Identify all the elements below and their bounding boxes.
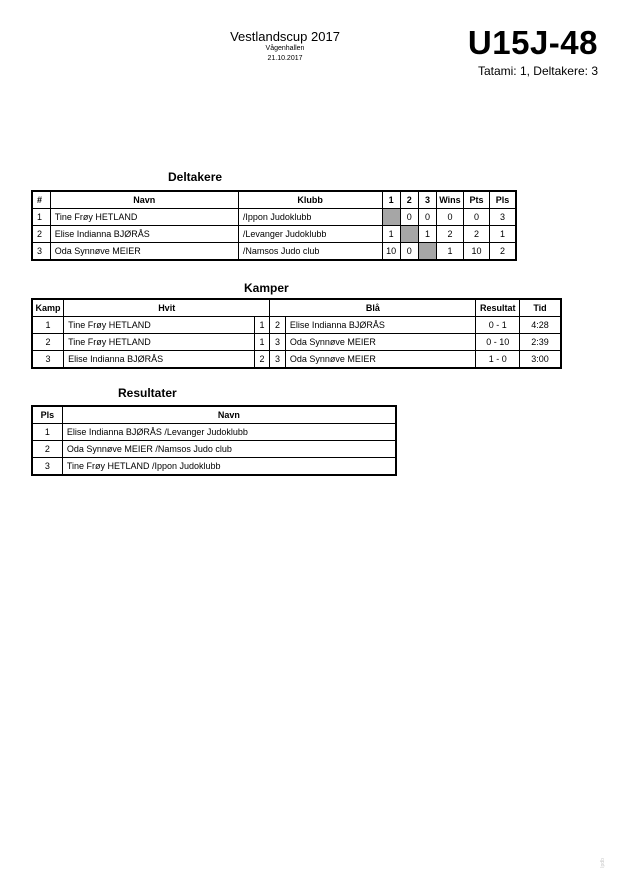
cell-hvit-nr: 2 bbox=[254, 351, 270, 369]
cell-resultat: 0 - 10 bbox=[476, 334, 520, 351]
cell-pts: 2 bbox=[463, 226, 489, 243]
cell-navn: Oda Synnøve MEIER bbox=[50, 243, 238, 261]
deltakere-table bbox=[31, 190, 517, 261]
cell-wins: 2 bbox=[437, 226, 464, 243]
cell-kamp: 2 bbox=[32, 334, 64, 351]
table-row bbox=[32, 424, 396, 441]
col-pts: Pts bbox=[463, 191, 489, 209]
kamper-table bbox=[31, 298, 562, 369]
cell-bla: Elise Indianna BJØRÅS bbox=[285, 317, 476, 334]
cell-score: 1 bbox=[382, 226, 400, 243]
category-title: U15J-48 bbox=[467, 24, 598, 61]
cell-hvit: Tine Frøy HETLAND bbox=[64, 334, 255, 351]
table-row bbox=[32, 458, 396, 476]
cell-score: 10 bbox=[382, 243, 400, 261]
cell-pls: 3 bbox=[32, 458, 62, 476]
cell-klubb: /Ippon Judoklubb bbox=[238, 209, 382, 226]
cell-pls: 1 bbox=[32, 424, 62, 441]
col-resultat: Resultat bbox=[476, 299, 520, 317]
kamper-title: Kamper bbox=[244, 281, 289, 295]
col-navn: Navn bbox=[50, 191, 238, 209]
table-row bbox=[32, 441, 396, 458]
resultater-header-row bbox=[32, 406, 396, 424]
table-row bbox=[32, 243, 516, 261]
cell-hvit: Tine Frøy HETLAND bbox=[64, 317, 255, 334]
cell-tid: 2:39 bbox=[520, 334, 562, 351]
col-kamp: Kamp bbox=[32, 299, 64, 317]
cell-bla: Oda Synnøve MEIER bbox=[285, 351, 476, 369]
col-pls: Pls bbox=[32, 406, 62, 424]
cell-nr: 1 bbox=[32, 209, 50, 226]
col-navn: Navn bbox=[62, 406, 396, 424]
footer-mark: Ipdb bbox=[600, 858, 607, 868]
cell-navn: Tine Frøy HETLAND bbox=[50, 209, 238, 226]
col-wins: Wins bbox=[437, 191, 464, 209]
deltakere-header-row bbox=[32, 191, 516, 209]
kamper-header-row bbox=[32, 299, 561, 317]
cell-score: 1 bbox=[418, 226, 436, 243]
cell-wins: 0 bbox=[437, 209, 464, 226]
table-row bbox=[32, 317, 561, 334]
cell-nr: 2 bbox=[32, 226, 50, 243]
event-title: Vestlandscup 2017 bbox=[230, 29, 340, 44]
cell-hvit-nr: 1 bbox=[254, 317, 270, 334]
tatami-info: Tatami: 1, Deltakere: 3 bbox=[477, 64, 598, 78]
resultater-table bbox=[31, 405, 397, 476]
col-hvit: Hvit bbox=[64, 299, 270, 317]
cell-tid: 4:28 bbox=[520, 317, 562, 334]
cell-bla-nr: 3 bbox=[270, 351, 286, 369]
cell-bla: Oda Synnøve MEIER bbox=[285, 334, 476, 351]
cell-pls: 1 bbox=[490, 226, 516, 243]
col-bla: Blå bbox=[270, 299, 476, 317]
cell-pls: 2 bbox=[32, 441, 62, 458]
cell-pls: 3 bbox=[490, 209, 516, 226]
cell-resultat: 1 - 0 bbox=[476, 351, 520, 369]
col-score-2: 2 bbox=[400, 191, 418, 209]
cell-nr: 3 bbox=[32, 243, 50, 261]
cell-kamp: 3 bbox=[32, 351, 64, 369]
cell-klubb: /Namsos Judo club bbox=[238, 243, 382, 261]
cell-bla-nr: 2 bbox=[270, 317, 286, 334]
col-score-1: 1 bbox=[382, 191, 400, 209]
cell-resultat: 0 - 1 bbox=[476, 317, 520, 334]
table-row bbox=[32, 226, 516, 243]
col-score-3: 3 bbox=[418, 191, 436, 209]
venue: Vågenhallen bbox=[265, 45, 305, 52]
cell-tid: 3:00 bbox=[520, 351, 562, 369]
table-row bbox=[32, 334, 561, 351]
cell-hvit: Elise Indianna BJØRÅS bbox=[64, 351, 255, 369]
cell-kamp: 1 bbox=[32, 317, 64, 334]
deltakere-title: Deltakere bbox=[168, 170, 223, 184]
cell-score: 0 bbox=[418, 209, 436, 226]
cell-score: 0 bbox=[400, 243, 418, 261]
col-tid: Tid bbox=[520, 299, 562, 317]
cell-pts: 10 bbox=[463, 243, 489, 261]
cell-klubb: /Levanger Judoklubb bbox=[238, 226, 382, 243]
col-pls: Pls bbox=[490, 191, 516, 209]
cell-hvit-nr: 1 bbox=[254, 334, 270, 351]
event-date: 21.10.2017 bbox=[267, 55, 303, 62]
cell-bla-nr: 3 bbox=[270, 334, 286, 351]
table-row bbox=[32, 209, 516, 226]
col-klubb: Klubb bbox=[238, 191, 382, 209]
cell-wins: 1 bbox=[437, 243, 464, 261]
cell-pls: 2 bbox=[490, 243, 516, 261]
col-nr: # bbox=[32, 191, 50, 209]
resultater-title: Resultater bbox=[118, 386, 177, 400]
cell-navn: Tine Frøy HETLAND /Ippon Judoklubb bbox=[62, 458, 396, 476]
table-row bbox=[32, 351, 561, 369]
cell-navn: Oda Synnøve MEIER /Namsos Judo club bbox=[62, 441, 396, 458]
cell-navn: Elise Indianna BJØRÅS /Levanger Judoklubb bbox=[62, 424, 396, 441]
cell-score: 0 bbox=[400, 209, 418, 226]
cell-score-self bbox=[400, 226, 418, 243]
cell-navn: Elise Indianna BJØRÅS bbox=[50, 226, 238, 243]
cell-pts: 0 bbox=[463, 209, 489, 226]
cell-score-self bbox=[382, 209, 400, 226]
cell-score-self bbox=[418, 243, 436, 261]
